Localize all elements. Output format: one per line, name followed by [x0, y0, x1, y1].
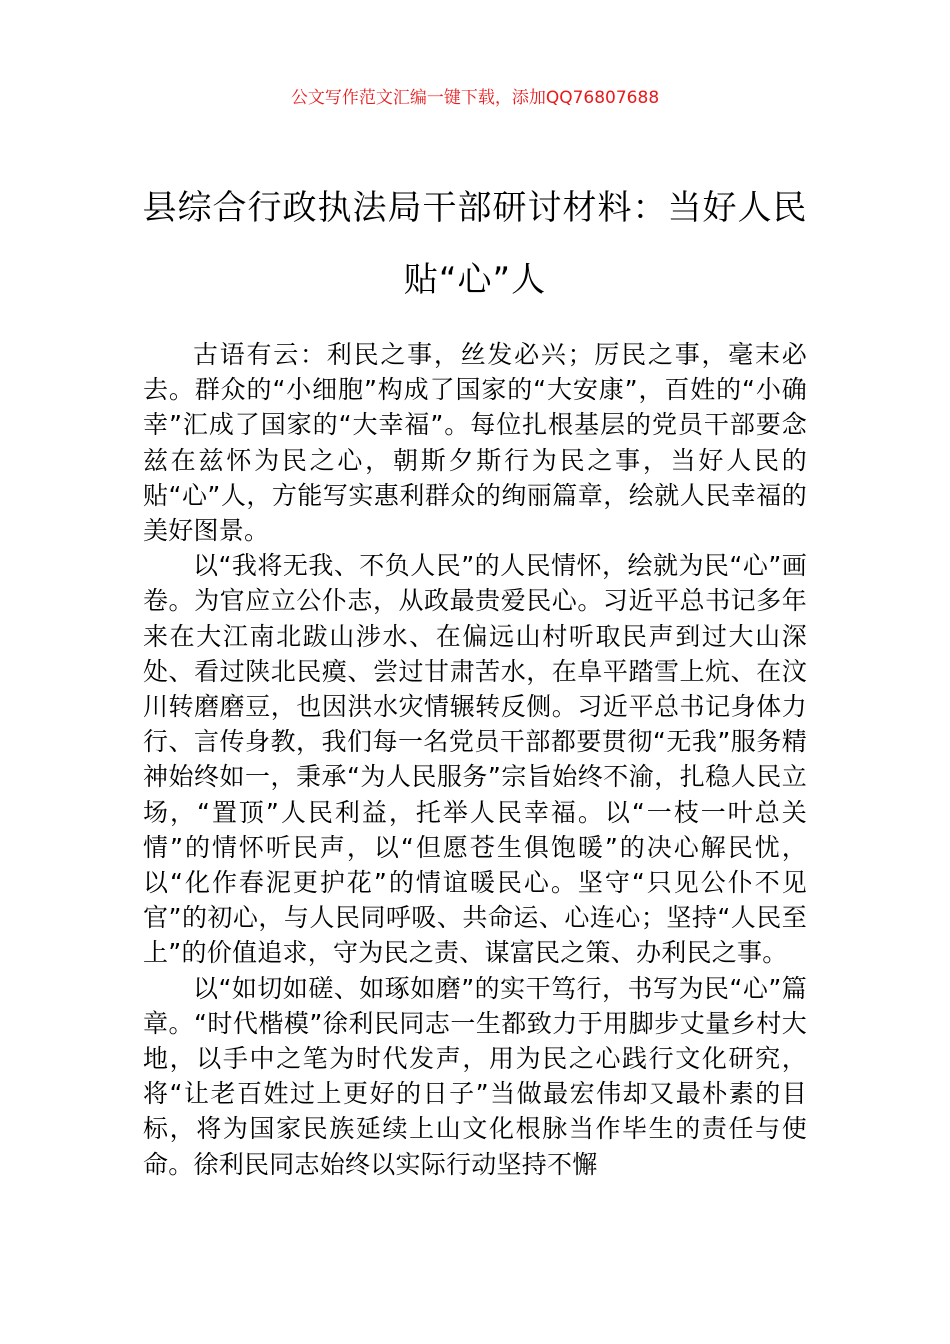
paragraph: 以“我将无我、不负人民”的人民情怀，绘就为民“心”画卷。为官应立公仆志，从政最贵爱民心。习近平总书记多年来在大江南北跋山涉水、在偏远山村听取民声到过大山深处、看过陕北民瘼、尝过甘肃苦水，在阜平踏雪上炕、在汶川转磨磨豆，也因洪水灾情辗转反侧。习近平总书记身体力行、言传身教，我们每一名党员干部都要贯彻“无我”服务精神始终如一，秉承“为人民服务”宗旨始终不渝，扎稳人民立场，“置顶”人民利益，托举人民幸福。以“一枝一叶总关情”的情怀听民声，以“但愿苍生俱饱暖”的决心解民忧，以“化作春泥更护花”的情谊暖民心。坚守“只见公仆不见官”的初心，与人民同呼吸、共命运、心连心；坚持“人民至上”的价值追求，守为民之责、谋富民之策、办利民之事。 [143, 551, 807, 968]
paragraph: 以“如切如磋、如琢如磨”的实干笃行，书写为民“心”篇章。“时代楷模”徐利民同志一生都致力于用脚步丈量乡村大地，以手中之笔为时代发声，用为民之心践行文化研究，将“让老百姓过上更好的日子”当做最宏伟却又最朴素的目标，将为国家民族延续上山文化根脉当作毕生的责任与使命。徐利民同志始终以实际行动坚持不懈 [143, 973, 807, 1179]
document-title: 县综合行政执法局干部研讨材料：当好人民贴“心”人 [142, 188, 808, 300]
document-body [143, 337, 807, 1182]
paragraph: 古语有云：利民之事，丝发必兴；厉民之事，毫末必去。群众的“小细胞”构成了国家的“大安康”，百姓的“小确幸”汇成了国家的“大幸福”。每位扎根基层的党员干部要念兹在兹怀为民之心，朝斯夕斯行为民之事，当好人民的贴“心”人，方能写实惠利群众的绚丽篇章，绘就人民幸福的美好图景。 [143, 340, 807, 546]
download-notice: 公文写作范文汇编一键下载，添加QQ76807688 [290, 88, 660, 108]
